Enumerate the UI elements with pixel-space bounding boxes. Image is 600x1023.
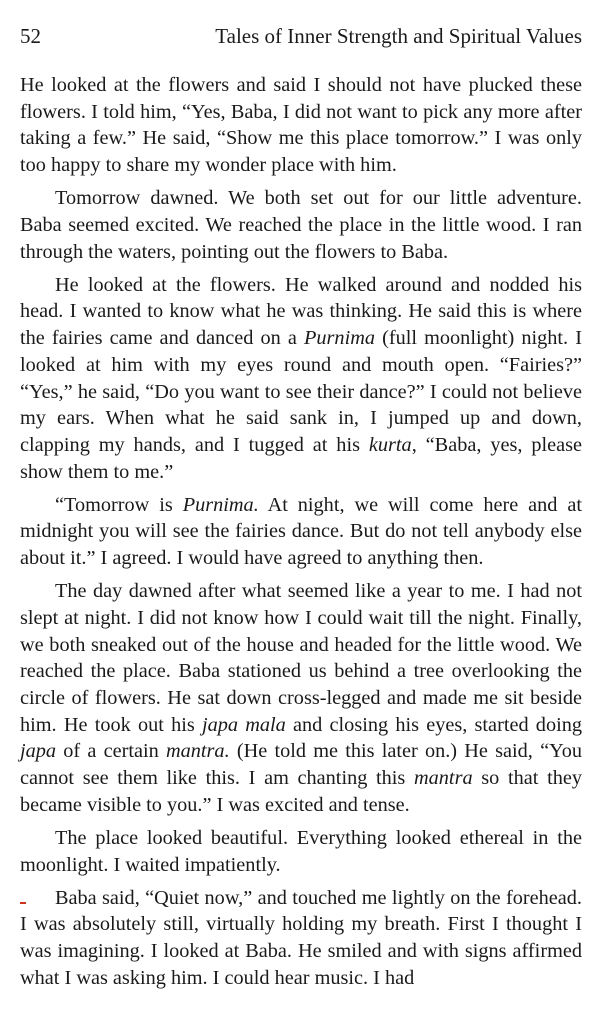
italic-term: kurta [368, 433, 412, 456]
body-text [20, 72, 582, 998]
text-segment: The place looked beautiful. Everything looked ethereal in the moonlight. I waited impatiently. [20, 826, 582, 876]
text-segment: He looked at the flowers and said I should not have plucked these flowers. I told him, “Yes, Baba, I did not want to pick any more after taking a few.” He said, “Show me this place tomorrow.” I was only too happy to share my wonder place with him. [20, 74, 582, 177]
text-segment: of a certain [56, 740, 166, 763]
text-segment: , “Baba, yes, please show them to me.” [20, 433, 582, 483]
paragraph [20, 492, 582, 572]
text-segment: Baba said, “Quiet now,” and touched me lightly on the forehead. I was absolutely still, virtually holding my breath. First I thought I was imagining. I looked at Baba. He smiled and with signs affirmed what I was asking him. I could hear music. I had [20, 886, 582, 989]
italic-term: japa mala [201, 713, 286, 736]
text-segment: (full moonlight) night. I looked at him with my eyes round and mouth open. “Fairies?” “Yes,” he said, “Do you want to see their dance?” I could not believe my ears. When what he said sank in, I jumped up and down, clapping my hands, and I tugged at his [20, 327, 582, 456]
italic-term: Purnima. [182, 493, 259, 516]
text-segment: so that they became visible to you.” I was excited and tense. [20, 767, 582, 816]
paragraph [20, 578, 582, 818]
page-number: 52 [20, 24, 41, 48]
red-ink-mark [20, 902, 26, 904]
paragraph [20, 185, 582, 265]
paragraph [20, 272, 582, 486]
paragraph [20, 72, 582, 179]
italic-term: mantra [414, 767, 473, 790]
italic-term: japa [20, 740, 57, 763]
page-header [20, 22, 582, 50]
running-title: Tales of Inner Strength and Spiritual Values [215, 24, 582, 48]
paragraph [20, 885, 582, 992]
text-segment: He looked at the flowers. He walked around and nodded his head. I wanted to know what he was thinking. He said this is where the fairies came and danced on a [20, 273, 582, 350]
text-segment: (He told me this later on.) He said, “You cannot see them like this. I am chanting this [20, 740, 582, 790]
text-segment: The day dawned after what seemed like a year to me. I had not slept at night. I did not know how I could wait till the night. Finally, we both sneaked out of the house and headed for the little wood. We reached the place. Baba stationed us behind a tree overlooking the circle of flowers. He sat down cross-legged and made me sit beside him. He took out his [20, 580, 582, 736]
paragraph [20, 825, 582, 878]
text-segment: Tomorrow dawned. We both set out for our little adventure. Baba seemed excited. We reached the place in the little wood. I ran through the waters, pointing out the flowers to Baba. [20, 187, 582, 263]
text-segment: and closing his eyes, started doing [285, 713, 583, 736]
text-segment: At night, we will come here and at midnight you will see the fairies dance. But do not tell anybody else about it.” I agreed. I would have agreed to anything then. [20, 493, 582, 570]
text-segment: “Tomorrow is [55, 493, 183, 516]
italic-term: mantra. [165, 740, 230, 763]
italic-term: Purnima [304, 327, 375, 350]
